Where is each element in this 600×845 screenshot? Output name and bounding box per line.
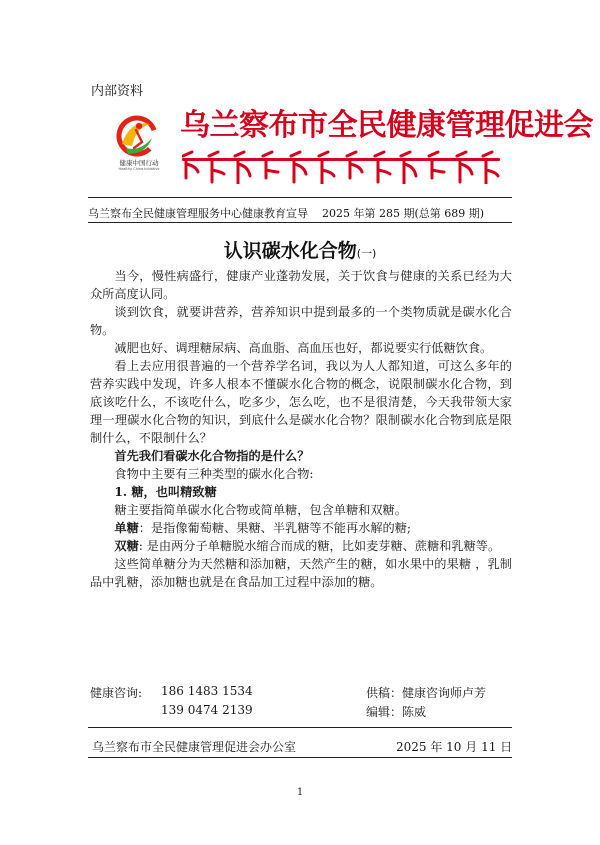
editor: 编辑：陈威 [366,705,427,719]
paragraph: 谈到饮食，就要讲营养，营养知识中提到最多的一个类物质就是碳水化合物。 [90,305,512,337]
paragraph: 当今，慢性病盛行，健康产业蓬勃发展，关于饮食与健康的关系已经为大众所高度认同。 [90,269,512,301]
subheading-text: 1. 糖，也叫精致糖 [114,485,217,499]
organization-title: 乌兰察布市全民健康管理促进会 [180,108,593,143]
page-number: 1 [296,787,304,798]
mono-label: 单糖 [114,521,139,535]
paragraph: 糖主要指简单碳水化合物或简单糖，包含单糖和双糖。 [114,503,407,517]
di-label: 双糖 [114,539,139,553]
publisher-text: 乌兰察布全民健康管理服务中心健康教育宣导 [88,207,308,220]
header-top-rule [88,197,512,198]
disaccharide-paragraph [90,537,512,555]
paragraph: 食物中主要有三种类型的碳水化合物: [114,467,314,481]
mono-text: ：是指像葡萄糖、果糖、半乳糖等不能再水解的糖; [138,521,411,535]
subheading [90,483,512,501]
healthy-china-logo [106,112,168,184]
issue-header [88,205,484,221]
article-title-text: 认识碳水化合物 [223,240,357,262]
footer-bottom-rule [88,757,512,758]
footer-top-rule [88,727,512,728]
footer-date: 2025 年 10 月 11 日 [396,740,513,754]
paragraph: 看上去应用很普遍的一个营养学名词，我以为人人都知道，可这么多年的营养实践中发现，许多人根本不懂碳水化合物的概念，说限制碳水化合物，到底该吃什么，不该吃什么，吃多少，怎么吃，也不是很清楚，今天我带领大家理一理碳水化合物的知识，到底什么是碳水化合物？限制碳水化合物到底是限制什么，不限制什么？ [90,359,512,445]
issue-number: 2025 年第 285 期(总第 689 期) [322,207,485,220]
article-title [0,236,600,263]
phone-1: 186 1483 1534 [161,684,253,698]
internal-label: 内部资料 [91,84,144,99]
logo-subcaption: Healthy China Initiative [118,167,160,171]
footer-office: 乌兰察布市全民健康管理促进会办公室 [92,740,297,754]
monosaccharide-paragraph [90,519,512,537]
paragraph: 减肥也好、调理糖尿病、高血脂、高血压也好，都说要实行低糖饮食。 [114,341,493,355]
contributor: 供稿：健康咨询师卢芳 [366,686,487,700]
section-question [90,447,512,465]
mongolian-script-title [182,148,500,184]
question-text: 首先我们看碳水化合物指的是什么？ [114,449,310,463]
article-part: (一) [356,247,377,260]
phone-2: 139 0474 2139 [161,703,253,717]
contact-label: 健康咨询: [90,686,143,700]
logo-caption: 健康中国行动 [119,159,159,167]
article-body [90,267,512,591]
paragraph: 这些简单糖分为天然糖和添加糖，天然产生的糖，如水果中的果糖 ，乳制品中乳糖，添加糖也就是在食品加工过程中添加的糖。 [90,557,512,589]
header-bottom-rule [88,222,512,223]
di-text: : 是由两分子单糖脱水缩合而成的糖，比如麦芽糖、蔗糖和乳糖等。 [138,539,501,553]
